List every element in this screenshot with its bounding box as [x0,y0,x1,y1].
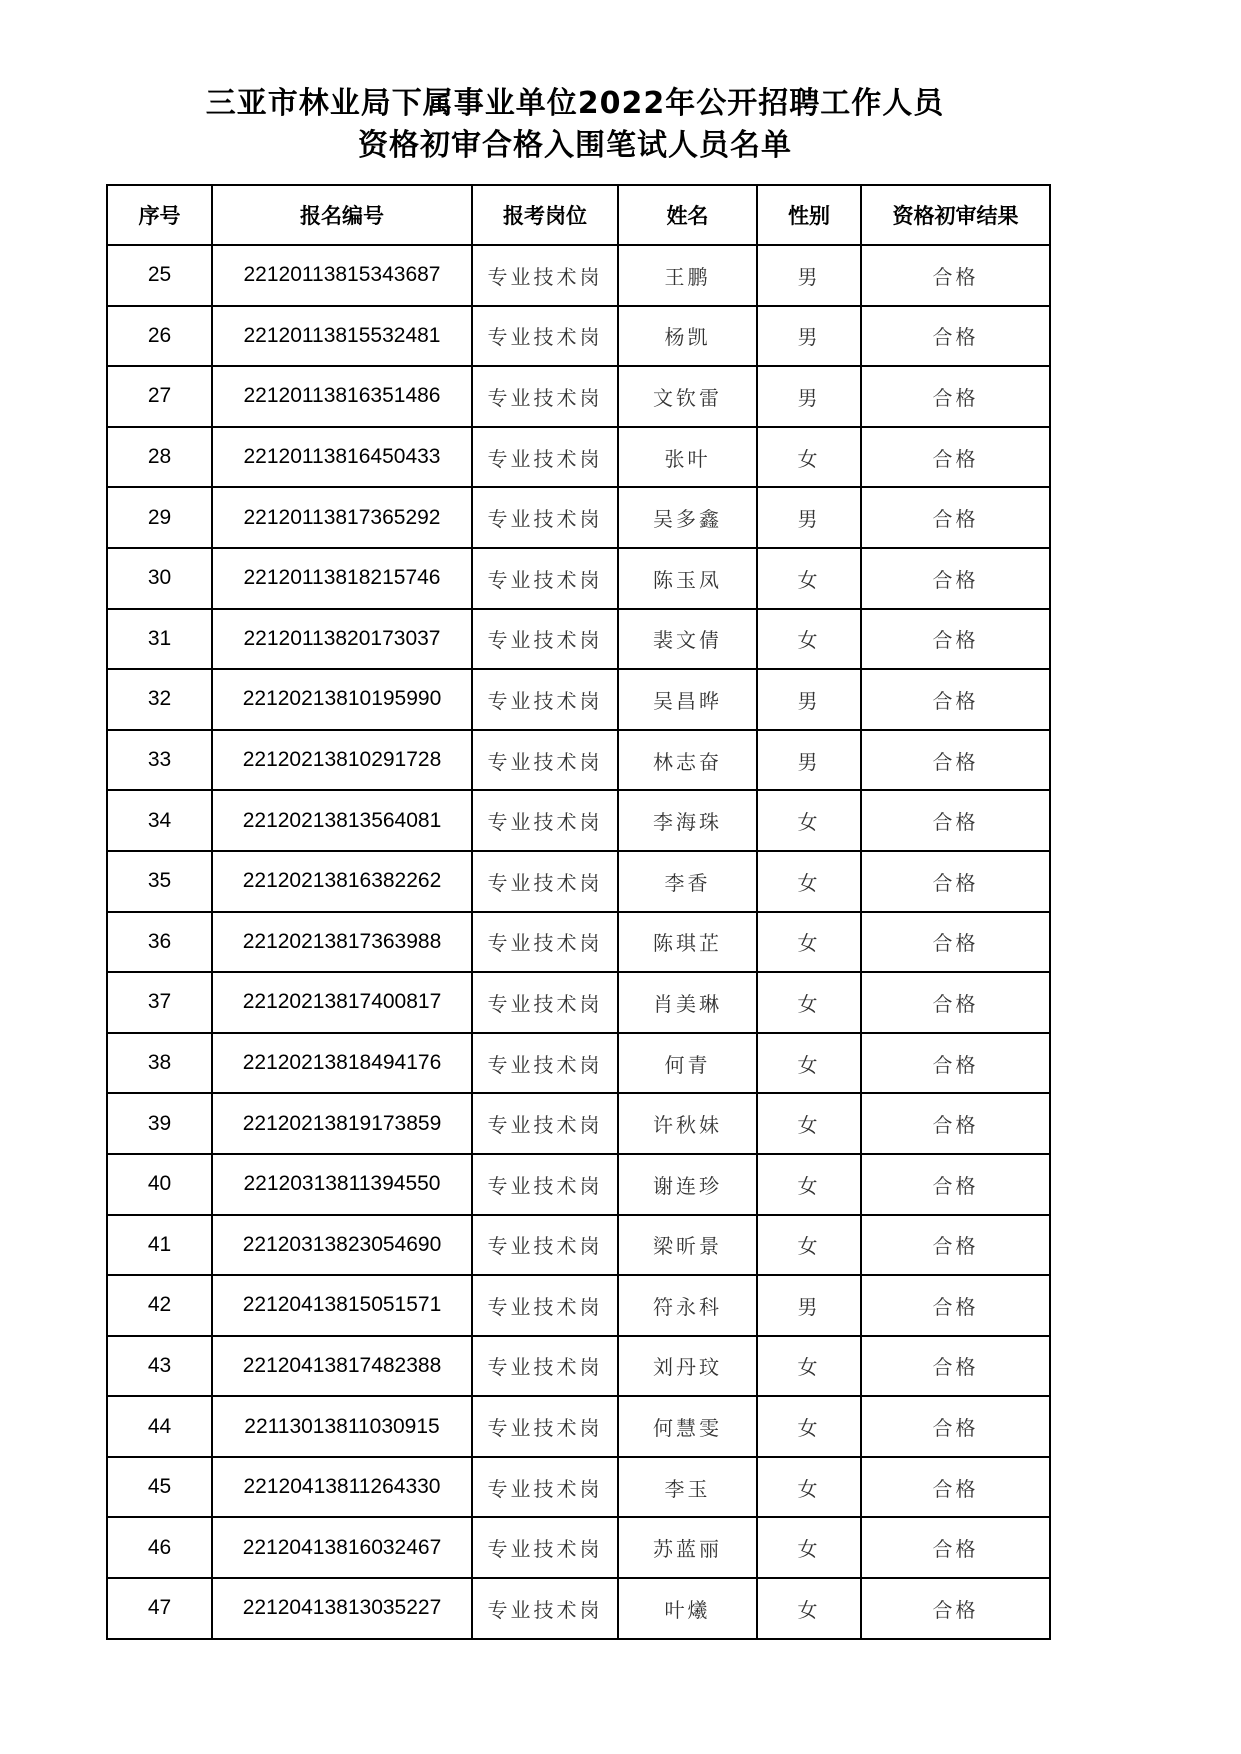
cell-index: 43 [107,1336,212,1397]
cell-position: 专业技术岗 [472,669,618,730]
header-index: 序号 [107,185,212,245]
cell-name: 杨凯 [618,306,757,367]
cell-result: 合格 [861,669,1050,730]
cell-position: 专业技术岗 [472,972,618,1033]
cell-position: 专业技术岗 [472,427,618,488]
cell-result: 合格 [861,1336,1050,1397]
cell-registration-number: 22120213818494176 [212,1033,472,1094]
cell-position: 专业技术岗 [472,366,618,427]
cell-gender: 女 [757,790,861,851]
cell-registration-number: 22120213817363988 [212,912,472,973]
table-row [107,730,1050,791]
cell-gender: 男 [757,366,861,427]
cell-position: 专业技术岗 [472,1275,618,1336]
table-row [107,1033,1050,1094]
cell-name: 裴文倩 [618,609,757,670]
cell-index: 37 [107,972,212,1033]
cell-registration-number: 22120213817400817 [212,972,472,1033]
cell-result: 合格 [861,245,1050,306]
cell-result: 合格 [861,1517,1050,1578]
table-row [107,609,1050,670]
table-row [107,366,1050,427]
cell-name: 李海珠 [618,790,757,851]
cell-name: 梁昕景 [618,1215,757,1276]
cell-position: 专业技术岗 [472,609,618,670]
cell-position: 专业技术岗 [472,1457,618,1518]
cell-name: 王鹏 [618,245,757,306]
cell-name: 许秋妹 [618,1093,757,1154]
table-row [107,1275,1050,1336]
cell-registration-number: 22120213813564081 [212,790,472,851]
cell-position: 专业技术岗 [472,306,618,367]
cell-position: 专业技术岗 [472,912,618,973]
cell-gender: 女 [757,1457,861,1518]
cell-name: 陈玉凤 [618,548,757,609]
cell-gender: 男 [757,669,861,730]
table-row [107,427,1050,488]
table-row [107,1517,1050,1578]
cell-index: 46 [107,1517,212,1578]
cell-result: 合格 [861,366,1050,427]
cell-index: 32 [107,669,212,730]
cell-registration-number: 22120313823054690 [212,1215,472,1276]
table-row [107,487,1050,548]
cell-position: 专业技术岗 [472,1093,618,1154]
cell-registration-number: 22120113815343687 [212,245,472,306]
cell-position: 专业技术岗 [472,245,618,306]
cell-index: 31 [107,609,212,670]
cell-registration-number: 22120413817482388 [212,1336,472,1397]
cell-result: 合格 [861,790,1050,851]
cell-name: 吴多鑫 [618,487,757,548]
cell-index: 27 [107,366,212,427]
table-row [107,1578,1050,1639]
cell-index: 40 [107,1154,212,1215]
cell-gender: 女 [757,1033,861,1094]
cell-position: 专业技术岗 [472,1517,618,1578]
table-row [107,306,1050,367]
table-row [107,1396,1050,1457]
cell-position: 专业技术岗 [472,548,618,609]
cell-position: 专业技术岗 [472,1578,618,1639]
cell-name: 刘丹玟 [618,1336,757,1397]
cell-gender: 男 [757,730,861,791]
cell-position: 专业技术岗 [472,487,618,548]
cell-position: 专业技术岗 [472,851,618,912]
cell-gender: 女 [757,1396,861,1457]
cell-result: 合格 [861,730,1050,791]
cell-index: 33 [107,730,212,791]
cell-gender: 男 [757,487,861,548]
table-row [107,548,1050,609]
cell-result: 合格 [861,609,1050,670]
cell-name: 林志奋 [618,730,757,791]
cell-name: 文钦雷 [618,366,757,427]
cell-gender: 女 [757,1336,861,1397]
header-result: 资格初审结果 [861,185,1050,245]
cell-index: 41 [107,1215,212,1276]
cell-name: 吴昌晔 [618,669,757,730]
cell-gender: 男 [757,1275,861,1336]
cell-registration-number: 22120213810291728 [212,730,472,791]
candidate-table [106,184,1051,1640]
cell-index: 34 [107,790,212,851]
table-row [107,912,1050,973]
cell-registration-number: 22120213810195990 [212,669,472,730]
cell-registration-number: 22113013811030915 [212,1396,472,1457]
cell-gender: 女 [757,851,861,912]
header-name: 姓名 [618,185,757,245]
cell-registration-number: 22120113820173037 [212,609,472,670]
cell-position: 专业技术岗 [472,1033,618,1094]
table-row [107,1457,1050,1518]
cell-result: 合格 [861,487,1050,548]
cell-position: 专业技术岗 [472,1154,618,1215]
cell-index: 42 [107,1275,212,1336]
cell-registration-number: 22120213819173859 [212,1093,472,1154]
cell-name: 李香 [618,851,757,912]
cell-result: 合格 [861,548,1050,609]
cell-gender: 女 [757,548,861,609]
cell-name: 苏蓝丽 [618,1517,757,1578]
table-row [107,1215,1050,1276]
cell-registration-number: 22120113817365292 [212,487,472,548]
cell-index: 30 [107,548,212,609]
cell-position: 专业技术岗 [472,1396,618,1457]
cell-index: 36 [107,912,212,973]
cell-name: 肖美琳 [618,972,757,1033]
cell-result: 合格 [861,972,1050,1033]
cell-gender: 女 [757,1578,861,1639]
cell-index: 38 [107,1033,212,1094]
cell-gender: 女 [757,912,861,973]
document-title-line2: 资格初审合格入围笔试人员名单 [358,128,792,163]
cell-index: 26 [107,306,212,367]
cell-registration-number: 22120413811264330 [212,1457,472,1518]
cell-name: 何慧雯 [618,1396,757,1457]
table-row [107,851,1050,912]
cell-result: 合格 [861,427,1050,488]
cell-registration-number: 22120413813035227 [212,1578,472,1639]
cell-result: 合格 [861,1578,1050,1639]
cell-result: 合格 [861,1093,1050,1154]
table-header-row [107,185,1050,245]
cell-result: 合格 [861,306,1050,367]
cell-result: 合格 [861,1215,1050,1276]
cell-result: 合格 [861,1457,1050,1518]
table-row [107,1154,1050,1215]
cell-registration-number: 22120413815051571 [212,1275,472,1336]
cell-registration-number: 22120113816351486 [212,366,472,427]
table-row [107,790,1050,851]
cell-gender: 女 [757,1517,861,1578]
table-row [107,245,1050,306]
cell-result: 合格 [861,1396,1050,1457]
cell-name: 叶爔 [618,1578,757,1639]
cell-result: 合格 [861,912,1050,973]
document-title-line1: 三亚市林业局下属事业单位2022年公开招聘工作人员 [205,86,945,121]
cell-name: 张叶 [618,427,757,488]
table-row [107,669,1050,730]
cell-position: 专业技术岗 [472,1336,618,1397]
cell-index: 29 [107,487,212,548]
cell-name: 陈琪芷 [618,912,757,973]
cell-gender: 女 [757,1215,861,1276]
cell-result: 合格 [861,1275,1050,1336]
cell-index: 47 [107,1578,212,1639]
cell-gender: 女 [757,1093,861,1154]
header-position: 报考岗位 [472,185,618,245]
cell-name: 李玉 [618,1457,757,1518]
cell-position: 专业技术岗 [472,730,618,791]
header-registration-number: 报名编号 [212,185,472,245]
cell-result: 合格 [861,851,1050,912]
cell-registration-number: 22120113816450433 [212,427,472,488]
cell-gender: 男 [757,306,861,367]
cell-registration-number: 22120413816032467 [212,1517,472,1578]
cell-gender: 女 [757,427,861,488]
cell-name: 符永科 [618,1275,757,1336]
cell-registration-number: 22120113815532481 [212,306,472,367]
table-row [107,972,1050,1033]
cell-gender: 女 [757,1154,861,1215]
header-gender: 性别 [757,185,861,245]
cell-gender: 女 [757,609,861,670]
cell-position: 专业技术岗 [472,1215,618,1276]
cell-registration-number: 22120113818215746 [212,548,472,609]
cell-index: 35 [107,851,212,912]
cell-index: 25 [107,245,212,306]
cell-result: 合格 [861,1154,1050,1215]
cell-index: 28 [107,427,212,488]
cell-registration-number: 22120313811394550 [212,1154,472,1215]
cell-name: 谢连珍 [618,1154,757,1215]
cell-gender: 男 [757,245,861,306]
cell-name: 何青 [618,1033,757,1094]
table-row [107,1336,1050,1397]
cell-index: 45 [107,1457,212,1518]
cell-position: 专业技术岗 [472,790,618,851]
cell-index: 39 [107,1093,212,1154]
table-row [107,1093,1050,1154]
cell-gender: 女 [757,972,861,1033]
cell-index: 44 [107,1396,212,1457]
cell-result: 合格 [861,1033,1050,1094]
cell-registration-number: 22120213816382262 [212,851,472,912]
